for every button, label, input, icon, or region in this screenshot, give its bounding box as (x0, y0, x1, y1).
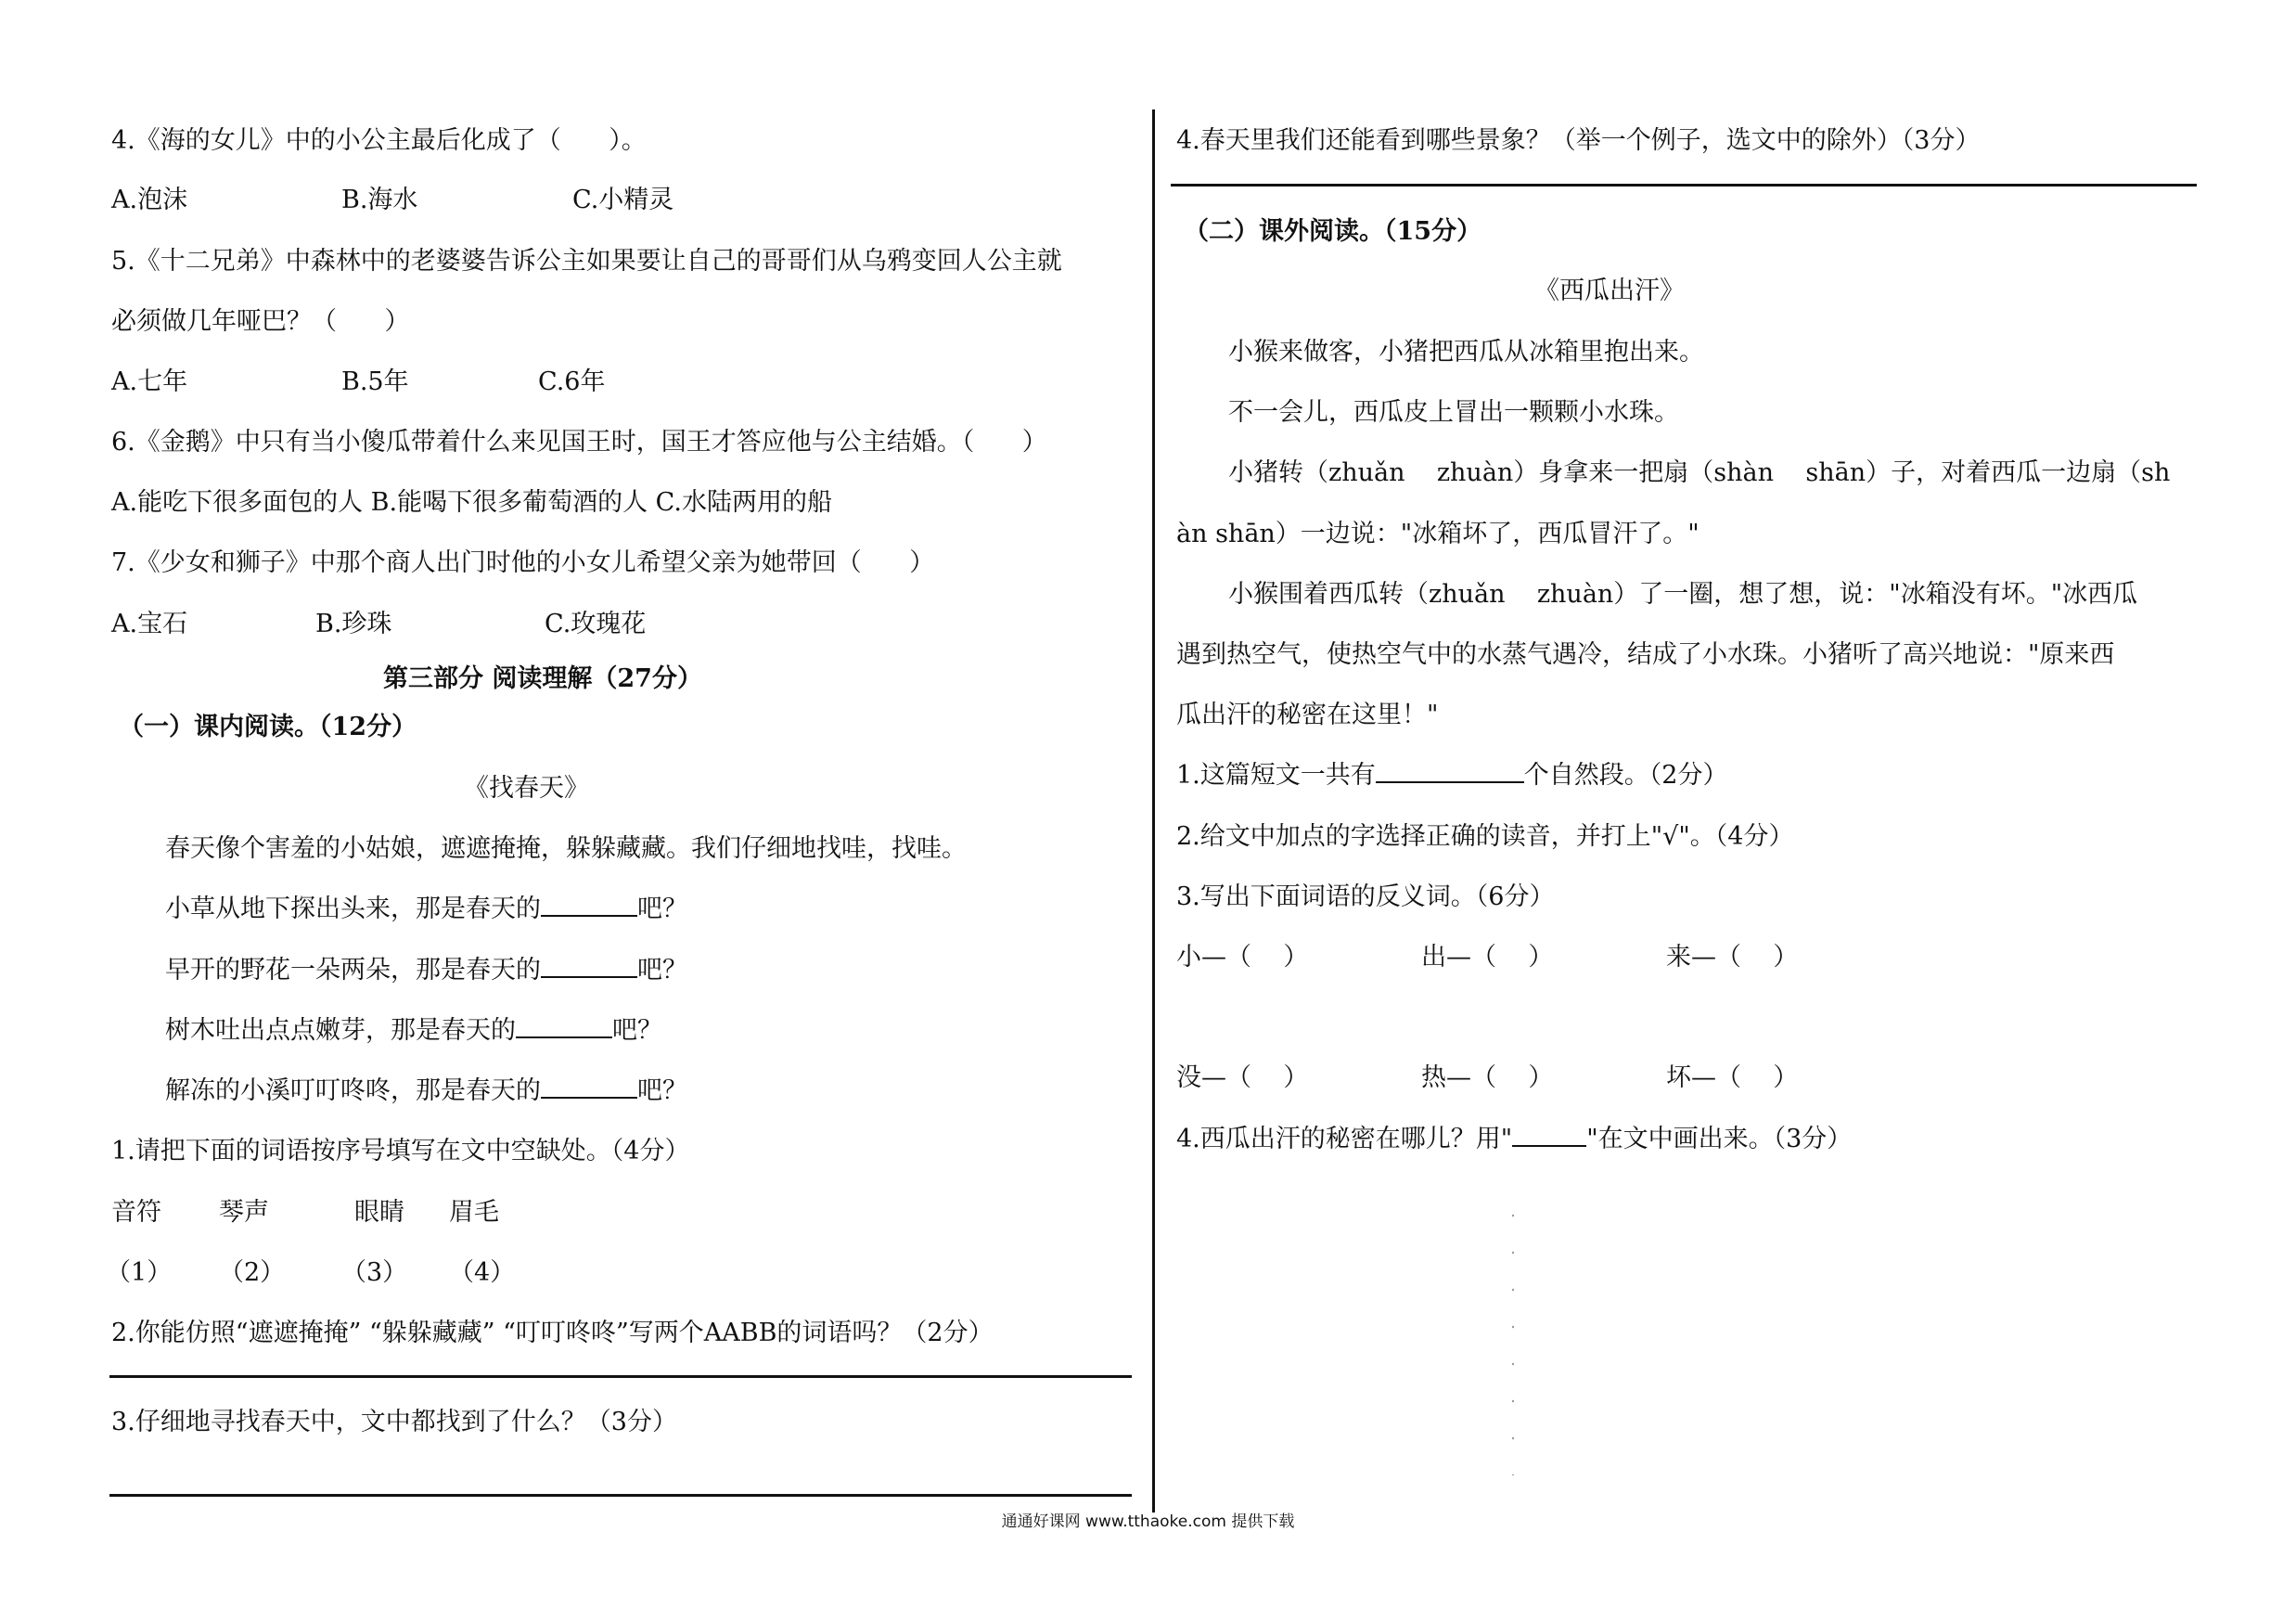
poem-line-1: 小草从地下探出头来，那是春天的 吧？ (165, 895, 687, 923)
number-4: （4） (449, 1258, 516, 1287)
story-paragraph-2: 不一会儿，西瓜皮上冒出一颗颗小水珠。 (1228, 398, 1679, 427)
section-2-title: （二）课外阅读。（15分） (1184, 217, 1482, 246)
antonym-bad: 坏—（ ） (1666, 1063, 1799, 1092)
story-paragraph-4-line2: 遇到热空气，使热空气中的水蒸气遇冷，结成了小水珠。小猪听了高兴地说："原来西 (1176, 640, 2115, 669)
antonym-hot: 热—（ ） (1421, 1063, 1554, 1092)
question-4-option-c: C.小精灵 (572, 186, 674, 214)
sub-question-3: 3.仔细地寻找春天中，文中都找到了什么？（3分） (111, 1408, 677, 1436)
question-5-option-c: C.6年 (538, 367, 606, 396)
question-5-stem-line1: 5.《十二兄弟》中森林中的老婆婆告诉公主如果要让自己的哥哥们从乌鸦变回人公主就 (111, 247, 1062, 276)
antonym-small: 小—（ ） (1176, 943, 1309, 972)
antonym-out: 出—（ ） (1421, 943, 1554, 972)
story-title: 《西瓜出汗》 (1534, 277, 1685, 305)
story-paragraph-1: 小猴来做客，小猪把西瓜从冰箱里抱出来。 (1228, 338, 1704, 367)
sub-question-2: 2.你能仿照“遮遮掩掩” “躲躲藏藏” “叮叮咚咚”写两个AABB的词语吗？（2分） (111, 1319, 994, 1347)
right-question-1: 1.这篇短文一共有 个自然段。（2分） (1176, 761, 1728, 790)
poem-line-3: 树木吐出点点嫩芽，那是春天的 吧？ (165, 1016, 662, 1045)
word-1: 音符 (111, 1198, 161, 1227)
antonym-none: 没—（ ） (1176, 1063, 1309, 1092)
question-5-option-a: A.七年 (111, 367, 188, 396)
answer-line-2 (109, 1375, 1132, 1378)
question-7-stem: 7.《少女和狮子》中那个商人出门时他的小女儿希望父亲为她带回（ ） (111, 548, 935, 577)
right-question-4: 4.西瓜出汗的秘密在哪儿？用" "在文中画出来。（3分） (1176, 1125, 1853, 1153)
question-7-option-c: C.玫瑰花 (545, 610, 647, 638)
part-3-title: 第三部分 阅读理解（27分） (383, 664, 702, 693)
word-3: 眼睛 (354, 1198, 404, 1227)
question-4-right: 4.春天里我们还能看到哪些景象？（举一个例子，选文中的除外）（3分） (1176, 126, 1981, 155)
number-1: （1） (106, 1258, 173, 1287)
poem-line-2: 早开的野花一朵两朵，那是春天的 吧？ (165, 956, 687, 985)
story-paragraph-4-line1: 小猴围着西瓜转（zhuǎn zhuàn）了一圈，想了想，说："冰箱没有坏。"冰西瓜 (1228, 580, 2138, 609)
question-4-stem: 4.《海的女儿》中的小公主最后化成了（ ）。 (111, 126, 647, 155)
word-2: 琴声 (219, 1198, 269, 1227)
poem-line-4: 解冻的小溪叮叮咚咚，那是春天的 吧？ (165, 1076, 687, 1105)
story-paragraph-4-line3: 瓜出汗的秘密在这里！" (1176, 701, 1439, 729)
question-5-stem-line2: 必须做几年哑巴？（ ） (111, 307, 410, 336)
question-7-option-a: A.宝石 (111, 610, 188, 638)
number-3: （3） (341, 1258, 408, 1287)
number-2: （2） (219, 1258, 286, 1287)
sub-question-1: 1.请把下面的词语按序号填写在文中空缺处。（4分） (111, 1137, 690, 1165)
poem-title: 《找春天》 (464, 774, 589, 803)
footer-credit: 通通好课网 www.tthaoke.com 提供下载 (1001, 1513, 1295, 1531)
question-4-option-a: A.泡沫 (111, 186, 188, 214)
story-paragraph-3-line1: 小猪转（zhuǎn zhuàn）身拿来一把扇（shàn shān）子，对着西瓜一边扇（sh (1228, 458, 2171, 487)
antonym-come: 来—（ ） (1666, 943, 1799, 972)
right-question-3: 3.写出下面词语的反义词。（6分） (1176, 882, 1555, 911)
question-7-option-b: B.珍珠 (315, 610, 392, 638)
question-6-options: A.能吃下很多面包的人 B.能喝下很多葡萄酒的人 C.水陆两用的船 (111, 488, 832, 517)
question-4-option-b: B.海水 (341, 186, 418, 214)
dotted-marks (1512, 1197, 1514, 1475)
question-5-option-b: B.5年 (341, 367, 409, 396)
right-question-2: 2.给文中加点的字选择正确的读音，并打上"√"。（4分） (1176, 822, 1794, 851)
story-paragraph-3-line2: àn shān）一边说："冰箱坏了，西瓜冒汗了。" (1176, 520, 1700, 548)
answer-line-3 (109, 1494, 1132, 1497)
poem-intro: 春天像个害羞的小姑娘，遮遮掩掩，躲躲藏藏。我们仔细地找哇，找哇。 (165, 834, 967, 863)
word-4: 眉毛 (449, 1198, 499, 1227)
column-divider (1152, 109, 1155, 1513)
question-6-stem: 6.《金鹅》中只有当小傻瓜带着什么来见国王时，国王才答应他与公主结婚。（ ） (111, 428, 1047, 457)
section-1-title: （一）课内阅读。（12分） (119, 713, 417, 741)
answer-line-right-4 (1171, 184, 2197, 187)
